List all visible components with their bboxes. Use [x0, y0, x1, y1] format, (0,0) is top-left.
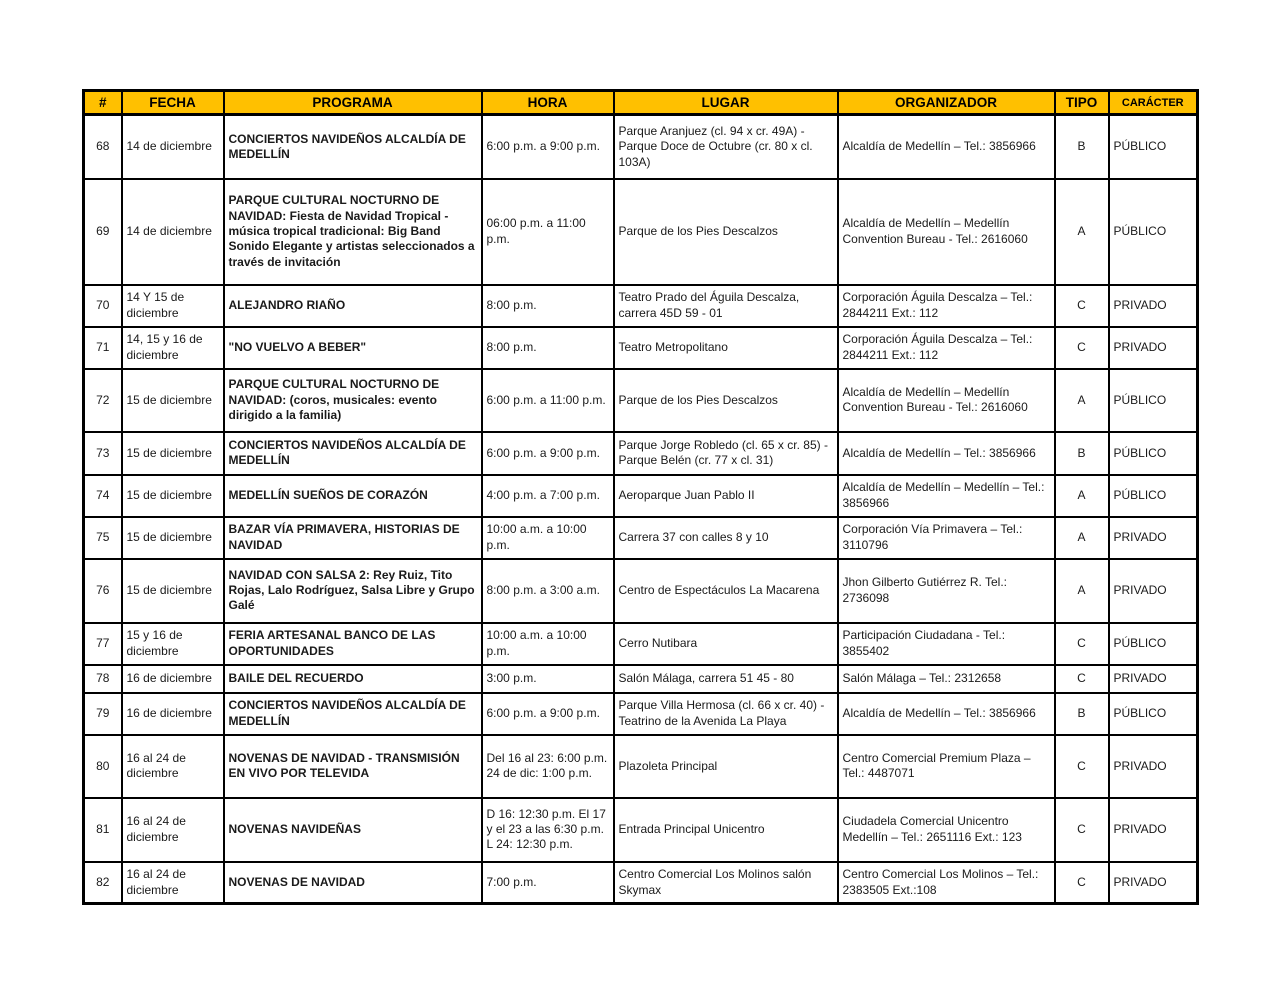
cell-lugar: Carrera 37 con calles 8 y 10 [614, 517, 838, 559]
cell-hora: Del 16 al 23: 6:00 p.m. 24 de dic: 1:00 p.m. [482, 735, 614, 798]
cell-hora: D 16: 12:30 p.m. El 17 y el 23 a las 6:30 p.m. L 24: 12:30 p.m. [482, 798, 614, 862]
cell-tipo: C [1055, 665, 1109, 693]
cell-lugar: Parque Jorge Robledo (cl. 65 x cr. 85) - Parque Belén (cr. 77 x cl. 31) [614, 432, 838, 475]
cell-organizador: Alcaldía de Medellín – Tel.: 3856966 [838, 115, 1055, 179]
cell-caracter: PÚBLICO [1109, 369, 1198, 432]
cell-tipo: B [1055, 432, 1109, 475]
cell-lugar: Teatro Metropolitano [614, 327, 838, 369]
table-row [84, 432, 1198, 475]
table-body [84, 115, 1198, 904]
table-row [84, 327, 1198, 369]
cell-tipo: C [1055, 623, 1109, 665]
cell-fecha: 16 de diciembre [122, 665, 224, 693]
cell-lugar: Salón Málaga, carrera 51 45 - 80 [614, 665, 838, 693]
cell-programa: "NO VUELVO A BEBER" [224, 327, 482, 369]
cell-tipo: A [1055, 475, 1109, 517]
cell-programa: CONCIERTOS NAVIDEÑOS ALCALDÍA DE MEDELLÍN [224, 432, 482, 475]
cell-fecha: 16 al 24 de diciembre [122, 862, 224, 904]
cell-fecha: 14, 15 y 16 de diciembre [122, 327, 224, 369]
cell-programa: MEDELLÍN SUEÑOS DE CORAZÓN [224, 475, 482, 517]
cell-tipo: B [1055, 693, 1109, 735]
cell-hora: 10:00 a.m. a 10:00 p.m. [482, 517, 614, 559]
cell-lugar: Cerro Nutibara [614, 623, 838, 665]
cell-hora: 6:00 p.m. a 9:00 p.m. [482, 115, 614, 179]
cell-lugar: Plazoleta Principal [614, 735, 838, 798]
table-row [84, 517, 1198, 559]
cell-hora: 06:00 p.m. a 11:00 p.m. [482, 179, 614, 285]
cell-organizador: Salón Málaga – Tel.: 2312658 [838, 665, 1055, 693]
table-row [84, 623, 1198, 665]
cell-caracter: PÚBLICO [1109, 179, 1198, 285]
cell-caracter: PÚBLICO [1109, 623, 1198, 665]
cell-num: 72 [84, 369, 122, 432]
cell-lugar: Parque Villa Hermosa (cl. 66 x cr. 40) - Teatrino de la Avenida La Playa [614, 693, 838, 735]
events-table [82, 89, 1199, 905]
cell-caracter: PRIVADO [1109, 798, 1198, 862]
cell-organizador: Corporación Águila Descalza – Tel.: 2844211 Ext.: 112 [838, 327, 1055, 369]
cell-programa: ALEJANDRO RIAÑO [224, 285, 482, 327]
table-row [84, 735, 1198, 798]
cell-fecha: 16 al 24 de diciembre [122, 798, 224, 862]
cell-organizador: Alcaldía de Medellín – Tel.: 3856966 [838, 693, 1055, 735]
cell-num: 74 [84, 475, 122, 517]
column-header-hora: HORA [482, 91, 614, 115]
cell-num: 80 [84, 735, 122, 798]
table-row [84, 798, 1198, 862]
cell-caracter: PÚBLICO [1109, 115, 1198, 179]
table-row [84, 369, 1198, 432]
cell-tipo: A [1055, 369, 1109, 432]
cell-fecha: 15 de diciembre [122, 369, 224, 432]
cell-tipo: B [1055, 115, 1109, 179]
cell-tipo: C [1055, 798, 1109, 862]
table-row [84, 179, 1198, 285]
cell-hora: 6:00 p.m. a 11:00 p.m. [482, 369, 614, 432]
column-header-programa: PROGRAMA [224, 91, 482, 115]
cell-num: 68 [84, 115, 122, 179]
cell-tipo: C [1055, 327, 1109, 369]
cell-num: 81 [84, 798, 122, 862]
cell-num: 70 [84, 285, 122, 327]
cell-caracter: PRIVADO [1109, 285, 1198, 327]
cell-num: 71 [84, 327, 122, 369]
cell-num: 79 [84, 693, 122, 735]
cell-hora: 8:00 p.m. [482, 327, 614, 369]
column-header-caracter: CARÁCTER [1109, 91, 1198, 115]
cell-caracter: PRIVADO [1109, 559, 1198, 623]
cell-tipo: A [1055, 559, 1109, 623]
cell-hora: 8:00 p.m. a 3:00 a.m. [482, 559, 614, 623]
cell-lugar: Parque de los Pies Descalzos [614, 369, 838, 432]
cell-hora: 6:00 p.m. a 9:00 p.m. [482, 432, 614, 475]
column-header-lugar: LUGAR [614, 91, 838, 115]
column-header-num: # [84, 91, 122, 115]
cell-hora: 7:00 p.m. [482, 862, 614, 904]
cell-hora: 6:00 p.m. a 9:00 p.m. [482, 693, 614, 735]
cell-lugar: Aeroparque Juan Pablo II [614, 475, 838, 517]
cell-fecha: 15 de diciembre [122, 517, 224, 559]
cell-fecha: 15 de diciembre [122, 559, 224, 623]
cell-programa: FERIA ARTESANAL BANCO DE LAS OPORTUNIDADES [224, 623, 482, 665]
column-header-tipo: TIPO [1055, 91, 1109, 115]
cell-programa: NOVENAS DE NAVIDAD [224, 862, 482, 904]
table-row [84, 665, 1198, 693]
cell-organizador: Centro Comercial Los Molinos – Tel.: 2383505 Ext.:108 [838, 862, 1055, 904]
cell-lugar: Teatro Prado del Águila Descalza, carrera 45D 59 - 01 [614, 285, 838, 327]
cell-programa: BAILE DEL RECUERDO [224, 665, 482, 693]
cell-programa: CONCIERTOS NAVIDEÑOS ALCALDÍA DE MEDELLÍN [224, 693, 482, 735]
cell-caracter: PÚBLICO [1109, 693, 1198, 735]
cell-lugar: Entrada Principal Unicentro [614, 798, 838, 862]
cell-organizador: Centro Comercial Premium Plaza – Tel.: 4487071 [838, 735, 1055, 798]
cell-caracter: PRIVADO [1109, 665, 1198, 693]
table-row [84, 285, 1198, 327]
cell-lugar: Centro Comercial Los Molinos salón Skymax [614, 862, 838, 904]
cell-organizador: Corporación Águila Descalza – Tel.: 2844211 Ext.: 112 [838, 285, 1055, 327]
cell-programa: PARQUE CULTURAL NOCTURNO DE NAVIDAD: (coros, musicales: evento dirigido a la familia) [224, 369, 482, 432]
cell-hora: 8:00 p.m. [482, 285, 614, 327]
cell-organizador: Ciudadela Comercial Unicentro Medellín – Tel.: 2651116 Ext.: 123 [838, 798, 1055, 862]
cell-programa: NOVENAS NAVIDEÑAS [224, 798, 482, 862]
cell-organizador: Jhon Gilberto Gutiérrez R. Tel.: 2736098 [838, 559, 1055, 623]
cell-num: 75 [84, 517, 122, 559]
cell-programa: CONCIERTOS NAVIDEÑOS ALCALDÍA DE MEDELLÍN [224, 115, 482, 179]
cell-tipo: A [1055, 179, 1109, 285]
cell-caracter: PRIVADO [1109, 327, 1198, 369]
cell-tipo: A [1055, 517, 1109, 559]
cell-caracter: PÚBLICO [1109, 432, 1198, 475]
cell-lugar: Parque de los Pies Descalzos [614, 179, 838, 285]
cell-hora: 4:00 p.m. a 7:00 p.m. [482, 475, 614, 517]
cell-organizador: Corporación Vía Primavera – Tel.: 3110796 [838, 517, 1055, 559]
cell-caracter: PRIVADO [1109, 735, 1198, 798]
cell-tipo: C [1055, 285, 1109, 327]
cell-programa: BAZAR VÍA PRIMAVERA, HISTORIAS DE NAVIDAD [224, 517, 482, 559]
column-header-fecha: FECHA [122, 91, 224, 115]
cell-organizador: Alcaldía de Medellín – Medellín – Tel.: 3856966 [838, 475, 1055, 517]
cell-num: 76 [84, 559, 122, 623]
cell-num: 77 [84, 623, 122, 665]
cell-lugar: Centro de Espectáculos La Macarena [614, 559, 838, 623]
cell-hora: 3:00 p.m. [482, 665, 614, 693]
cell-caracter: PÚBLICO [1109, 475, 1198, 517]
cell-caracter: PRIVADO [1109, 517, 1198, 559]
cell-fecha: 14 de diciembre [122, 179, 224, 285]
table-row [84, 862, 1198, 904]
column-header-organizador: ORGANIZADOR [838, 91, 1055, 115]
table-row [84, 475, 1198, 517]
cell-fecha: 15 de diciembre [122, 475, 224, 517]
table-row [84, 559, 1198, 623]
cell-programa: NAVIDAD CON SALSA 2: Rey Ruiz, Tito Rojas, Lalo Rodríguez, Salsa Libre y Grupo Galé [224, 559, 482, 623]
cell-lugar: Parque Aranjuez (cl. 94 x cr. 49A) - Parque Doce de Octubre (cr. 80 x cl. 103A) [614, 115, 838, 179]
cell-fecha: 14 de diciembre [122, 115, 224, 179]
cell-organizador: Alcaldía de Medellín – Tel.: 3856966 [838, 432, 1055, 475]
cell-programa: PARQUE CULTURAL NOCTURNO DE NAVIDAD: Fiesta de Navidad Tropical - música tropical tradicional: Big Band Sonido Elegante y artistas seleccionados a través de invitación [224, 179, 482, 285]
cell-organizador: Participación Ciudadana - Tel.: 3855402 [838, 623, 1055, 665]
cell-fecha: 14 Y 15 de diciembre [122, 285, 224, 327]
cell-programa: NOVENAS DE NAVIDAD - TRANSMISIÓN EN VIVO POR TELEVIDA [224, 735, 482, 798]
cell-fecha: 16 al 24 de diciembre [122, 735, 224, 798]
cell-organizador: Alcaldía de Medellín – Medellín Convention Bureau - Tel.: 2616060 [838, 179, 1055, 285]
cell-fecha: 16 de diciembre [122, 693, 224, 735]
cell-num: 73 [84, 432, 122, 475]
cell-tipo: C [1055, 862, 1109, 904]
cell-fecha: 15 y 16 de diciembre [122, 623, 224, 665]
cell-organizador: Alcaldía de Medellín – Medellín Convention Bureau - Tel.: 2616060 [838, 369, 1055, 432]
cell-caracter: PRIVADO [1109, 862, 1198, 904]
table-row [84, 693, 1198, 735]
cell-num: 69 [84, 179, 122, 285]
cell-num: 78 [84, 665, 122, 693]
table-row [84, 115, 1198, 179]
header-row [84, 91, 1198, 115]
cell-hora: 10:00 a.m. a 10:00 p.m. [482, 623, 614, 665]
cell-num: 82 [84, 862, 122, 904]
cell-tipo: C [1055, 735, 1109, 798]
cell-fecha: 15 de diciembre [122, 432, 224, 475]
table-header-row [84, 91, 1198, 115]
